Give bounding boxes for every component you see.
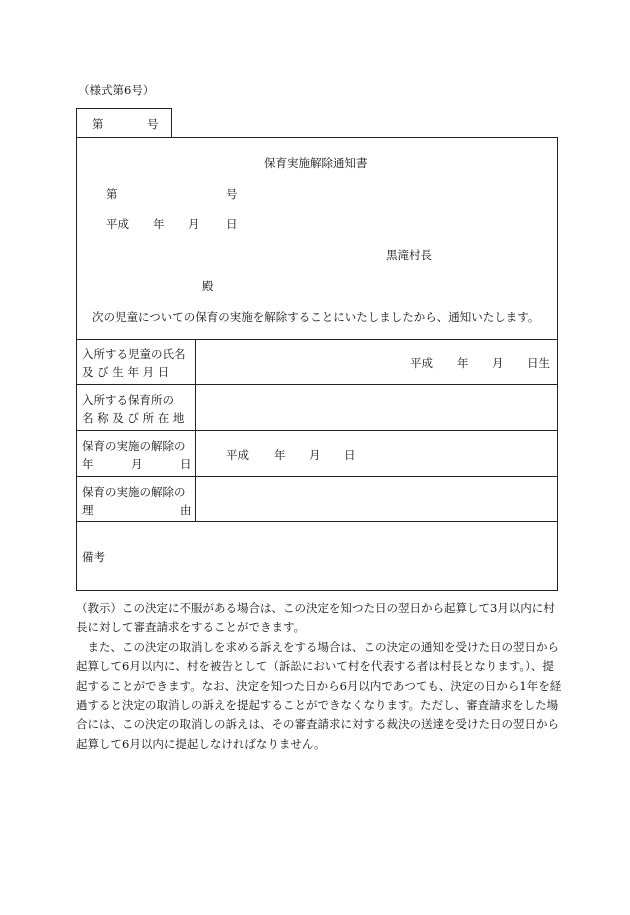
row3-label-line1: 保育の実施の解除の: [82, 439, 186, 453]
table-row-divider: [76, 476, 558, 477]
row2-label-line1: 入所する保育所の: [82, 393, 174, 407]
issuer-name: 黒滝村長: [386, 248, 432, 262]
table-row-divider: [76, 521, 558, 522]
row3-label-year: 年: [82, 457, 94, 471]
row2-label-line2: 名 称 及 び 所 在 地: [82, 411, 185, 425]
row1-value-month: 月: [492, 356, 504, 370]
ref-number-go: 号: [226, 187, 238, 201]
table-row-divider: [76, 384, 558, 385]
addressee-suffix: 殿: [202, 279, 214, 293]
form-style-label: （様式第6号）: [78, 83, 155, 97]
row1-label-line2: 及 び 生 年 月 日: [82, 365, 170, 379]
row1-value-era: 平成: [410, 356, 433, 370]
row3-value-year: 年: [274, 448, 286, 462]
number-box-go: 号: [147, 117, 159, 131]
row1-label-line1: 入所する児童の氏名: [82, 347, 186, 361]
row3-value-era: 平成: [226, 448, 249, 462]
row3-label-day: 日: [180, 457, 192, 471]
row4-label-reason-b: 由: [180, 503, 192, 517]
date-era: 平成: [106, 217, 129, 231]
row3-value-day: 日: [344, 448, 356, 462]
ref-number-dai: 第: [106, 187, 118, 201]
row3-label-month: 月: [131, 457, 143, 471]
notice-paragraph-2: また、この決定の取消しを求める訴えをする場合は、この決定の通知を受けた日の翌日から起算して6月以内に、村を被告として（訴訟において村を代表する者は村長となります。）、提起することができます。なお、決定を知つた日から6月以内であつても、決定の日から1年を経過すると決定の取消しの訴えを提起することができなくなります。ただし、審査請求をした場合には、この決定の取消しの訴えは、その審査請求に対する裁決の送達を受けた日の翌日から起算して6月以内に提起しなければなりません。: [76, 639, 562, 751]
table-column-divider: [195, 339, 196, 521]
remarks-label: 備考: [82, 550, 105, 564]
number-box-dai: 第: [92, 117, 104, 131]
form-title: 保育実施解除通知書: [264, 156, 368, 170]
notice-block: [76, 599, 562, 754]
body-text: 次の児童についての保育の実施を解除することにいたしましたから、通知いたします。: [92, 310, 540, 324]
date-day: 日: [226, 217, 238, 231]
row1-value-day: 日生: [527, 356, 550, 370]
row1-value-year: 年: [457, 356, 469, 370]
date-year: 年: [153, 217, 165, 231]
row3-value-month: 月: [309, 448, 321, 462]
notice-paragraph-1: （教示）この決定に不服がある場合は、この決定を知つた日の翌日から起算して3月以内に村長に対して審査請求をすることができます。: [76, 601, 555, 635]
table-row-divider: [76, 430, 558, 431]
row4-label-reason-a: 理: [82, 503, 94, 517]
row4-label-line1: 保育の実施の解除の: [82, 485, 186, 499]
table-top-line: [76, 339, 558, 340]
date-month: 月: [188, 217, 200, 231]
